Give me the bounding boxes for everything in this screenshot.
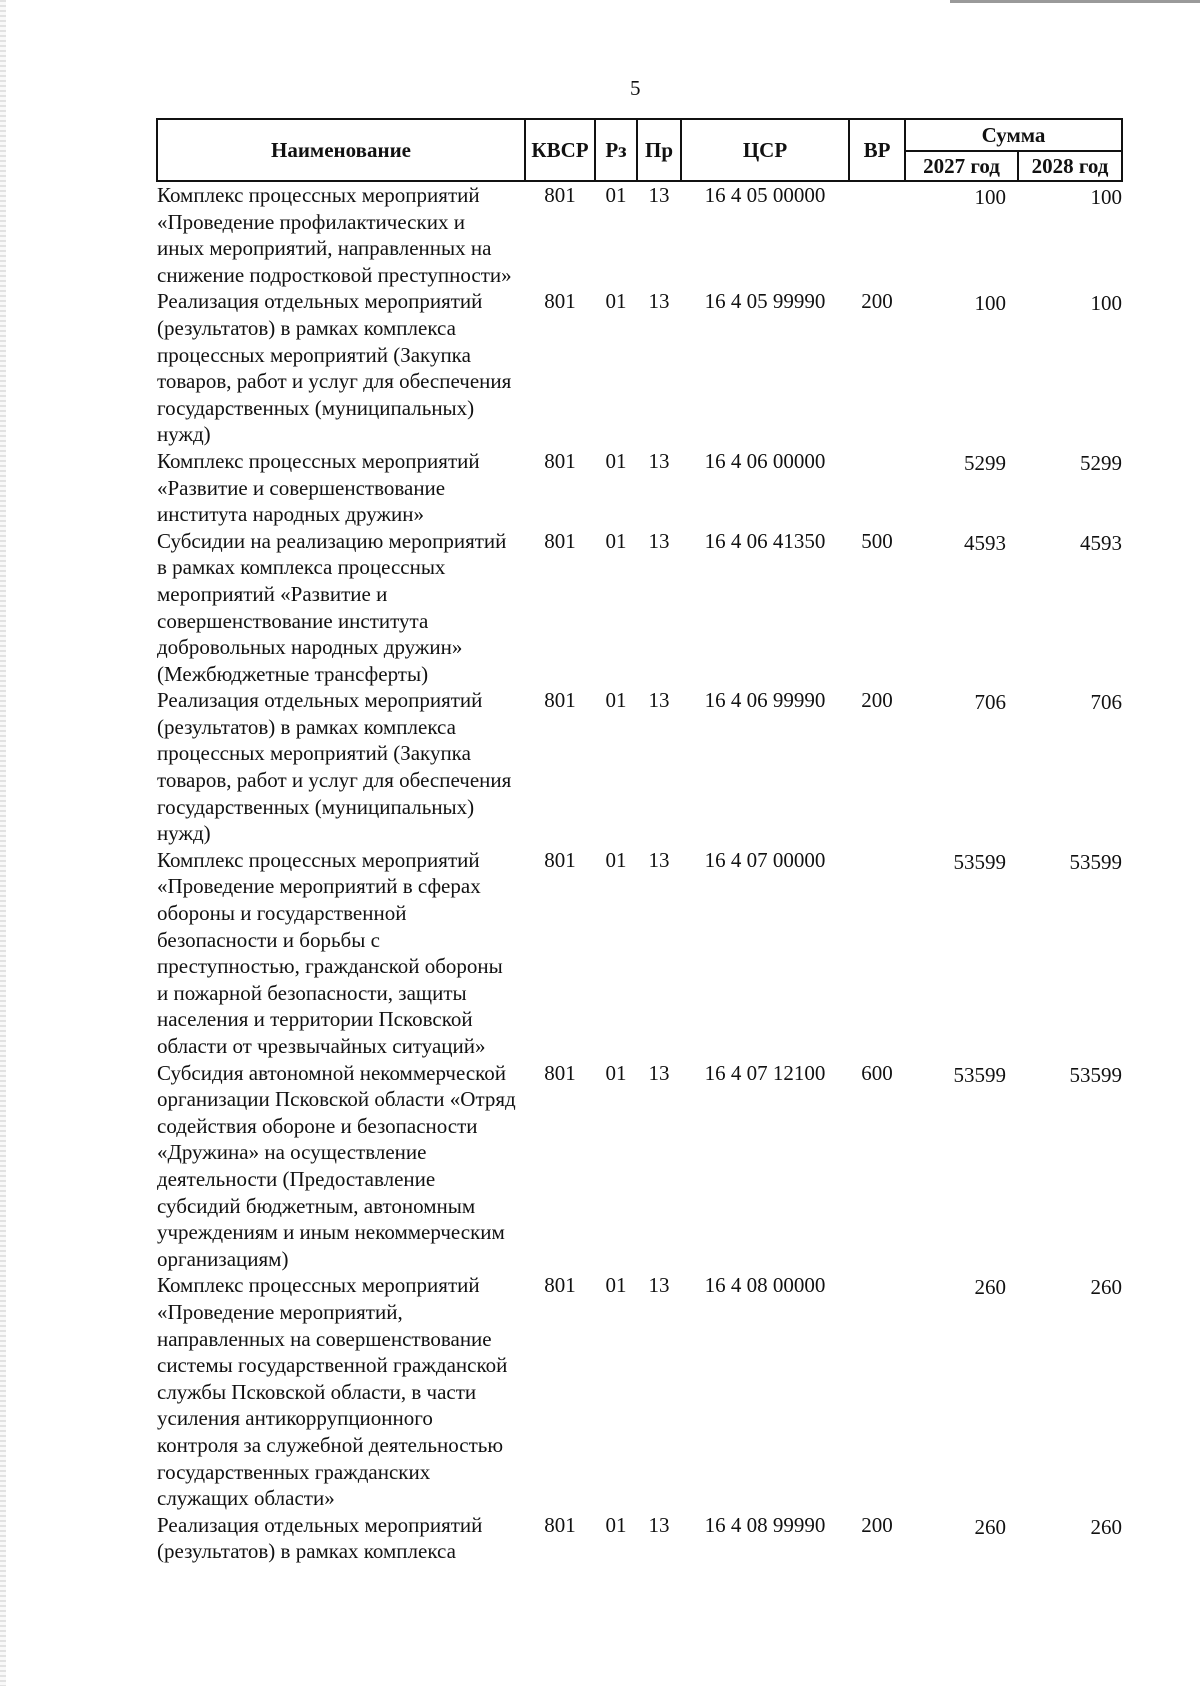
row-name: Комплекс процессных мероприятий «Проведение профилактических и иных мероприятий, направленных на снижение подростковой преступности» (157, 183, 512, 287)
row-sum-2027: 53599 (953, 849, 1006, 874)
row-pr: 13 (648, 448, 670, 473)
row-csr: 16 4 06 00000 (704, 448, 826, 473)
row-pr: 13 (648, 847, 670, 872)
row-sum-2027: 260 (974, 1275, 1006, 1300)
row-kvsr: 801 (544, 688, 576, 713)
row-name: Реализация отдельных мероприятий (результатов) в рамках комплекса (157, 1512, 483, 1564)
row-kvsr: 801 (544, 1512, 576, 1537)
row-sum-2028: 53599 (1069, 1062, 1122, 1087)
row-rz: 01 (605, 448, 627, 473)
row-vr (849, 847, 905, 1060)
row-vr (849, 181, 905, 288)
header-name: Наименование (157, 119, 525, 181)
row-pr: 13 (648, 688, 670, 713)
row-kvsr: 801 (544, 847, 576, 872)
row-name: Комплекс процессных мероприятий «Развитие и совершенствование института народных дружин» (157, 448, 480, 527)
header-rz: Рз (595, 119, 637, 181)
table-row (157, 1512, 1122, 1565)
row-csr: 16 4 05 99990 (704, 289, 826, 314)
row-vr: 200 (861, 688, 893, 713)
table-body (157, 181, 1122, 1565)
row-name: Реализация отдельных мероприятий (результатов) в рамках комплекса процессных мероприятий (Закупка товаров, работ и услуг для обеспечения государственных (муниципальных) нужд) (157, 289, 512, 447)
row-pr: 13 (648, 1273, 670, 1298)
header-csr: ЦСР (681, 119, 849, 181)
row-csr: 16 4 06 99990 (704, 688, 826, 713)
row-csr: 16 4 06 41350 (704, 528, 826, 553)
table-row (157, 181, 1122, 288)
header-pr: Пр (637, 119, 681, 181)
row-sum-2028: 4593 (1080, 530, 1122, 555)
row-rz: 01 (605, 1060, 627, 1085)
row-rz: 01 (605, 289, 627, 314)
row-rz: 01 (605, 528, 627, 553)
row-vr (849, 448, 905, 528)
row-sum-2027: 4593 (964, 530, 1006, 555)
row-kvsr: 801 (544, 528, 576, 553)
row-rz: 01 (605, 688, 627, 713)
row-csr: 16 4 08 00000 (704, 1273, 826, 1298)
header-year-2027: 2027 год (905, 151, 1018, 181)
row-name: Комплекс процессных мероприятий «Проведение мероприятий в сферах обороны и государственной безопасности и борьбы с преступностью, гражданской обороны и пожарной безопасности, защиты населения и территории Псковской области от чрезвычайных ситуаций» (157, 847, 503, 1058)
row-vr: 600 (861, 1060, 893, 1085)
row-vr: 200 (861, 1512, 893, 1537)
row-sum-2027: 5299 (964, 450, 1006, 475)
row-pr: 13 (648, 1512, 670, 1537)
row-kvsr: 801 (544, 183, 576, 207)
row-sum-2027: 260 (974, 1514, 1006, 1539)
table-row (157, 528, 1122, 688)
row-sum-2028: 100 (1090, 291, 1122, 316)
row-sum-2028: 706 (1090, 690, 1122, 715)
row-vr: 200 (861, 289, 893, 314)
row-sum-2028: 260 (1090, 1275, 1122, 1300)
header-vr: ВР (849, 119, 905, 181)
header-sum: Сумма (905, 119, 1122, 151)
budget-table (156, 118, 1123, 1565)
row-rz: 01 (605, 183, 627, 207)
row-rz: 01 (605, 1512, 627, 1537)
header-year-2028: 2028 год (1018, 151, 1122, 181)
row-csr: 16 4 08 99990 (704, 1512, 826, 1537)
table-header (157, 119, 1122, 181)
row-csr: 16 4 05 00000 (704, 183, 826, 207)
row-sum-2028: 260 (1090, 1514, 1122, 1539)
row-sum-2027: 53599 (953, 1062, 1006, 1087)
row-vr (849, 1272, 905, 1511)
row-name: Комплекс процессных мероприятий «Проведение мероприятий, направленных на совершенствование системы государственной гражданской службы Псковской области, в части усиления антикоррупционного контроля за служебной деятельностью государственных гражданских служащих области» (157, 1273, 508, 1511)
row-pr: 13 (648, 289, 670, 314)
row-name: Субсидии на реализацию мероприятий в рамках комплекса процессных мероприятий «Развитие и совершенствование института добровольных народных дружин» (Межбюджетные трансферты) (157, 528, 507, 686)
row-name: Субсидия автономной некоммерческой организации Псковской области «Отряд содействия обороне и безопасности «Дружина» на осуществление деятельности (Предоставление субсидий бюджетным, автономным учреждениям и иным некоммерческим организациям) (157, 1060, 516, 1271)
row-pr: 13 (648, 1060, 670, 1085)
row-kvsr: 801 (544, 448, 576, 473)
scan-left-edge (0, 0, 6, 1686)
page-number: 5 (630, 76, 641, 100)
row-sum-2027: 100 (974, 291, 1006, 316)
row-sum-2028: 5299 (1080, 450, 1122, 475)
row-pr: 13 (648, 183, 670, 207)
row-kvsr: 801 (544, 1060, 576, 1085)
row-rz: 01 (605, 847, 627, 872)
row-sum-2027: 706 (974, 690, 1006, 715)
table-row (157, 1060, 1122, 1273)
row-csr: 16 4 07 12100 (704, 1060, 826, 1085)
row-rz: 01 (605, 1273, 627, 1298)
table-row (157, 1272, 1122, 1511)
row-vr: 500 (861, 528, 893, 553)
table-row (157, 847, 1122, 1060)
scan-top-edge (950, 0, 1200, 3)
header-kvsr: КВСР (525, 119, 595, 181)
row-pr: 13 (648, 528, 670, 553)
table-row (157, 288, 1122, 448)
row-kvsr: 801 (544, 289, 576, 314)
row-sum-2028: 100 (1090, 185, 1122, 209)
row-sum-2027: 100 (974, 185, 1006, 209)
table-row (157, 687, 1122, 847)
table-row (157, 448, 1122, 528)
row-kvsr: 801 (544, 1273, 576, 1298)
row-csr: 16 4 07 00000 (704, 847, 826, 872)
row-sum-2028: 53599 (1069, 849, 1122, 874)
row-name: Реализация отдельных мероприятий (результатов) в рамках комплекса процессных мероприятий (Закупка товаров, работ и услуг для обеспечения государственных (муниципальных) нужд) (157, 688, 512, 846)
